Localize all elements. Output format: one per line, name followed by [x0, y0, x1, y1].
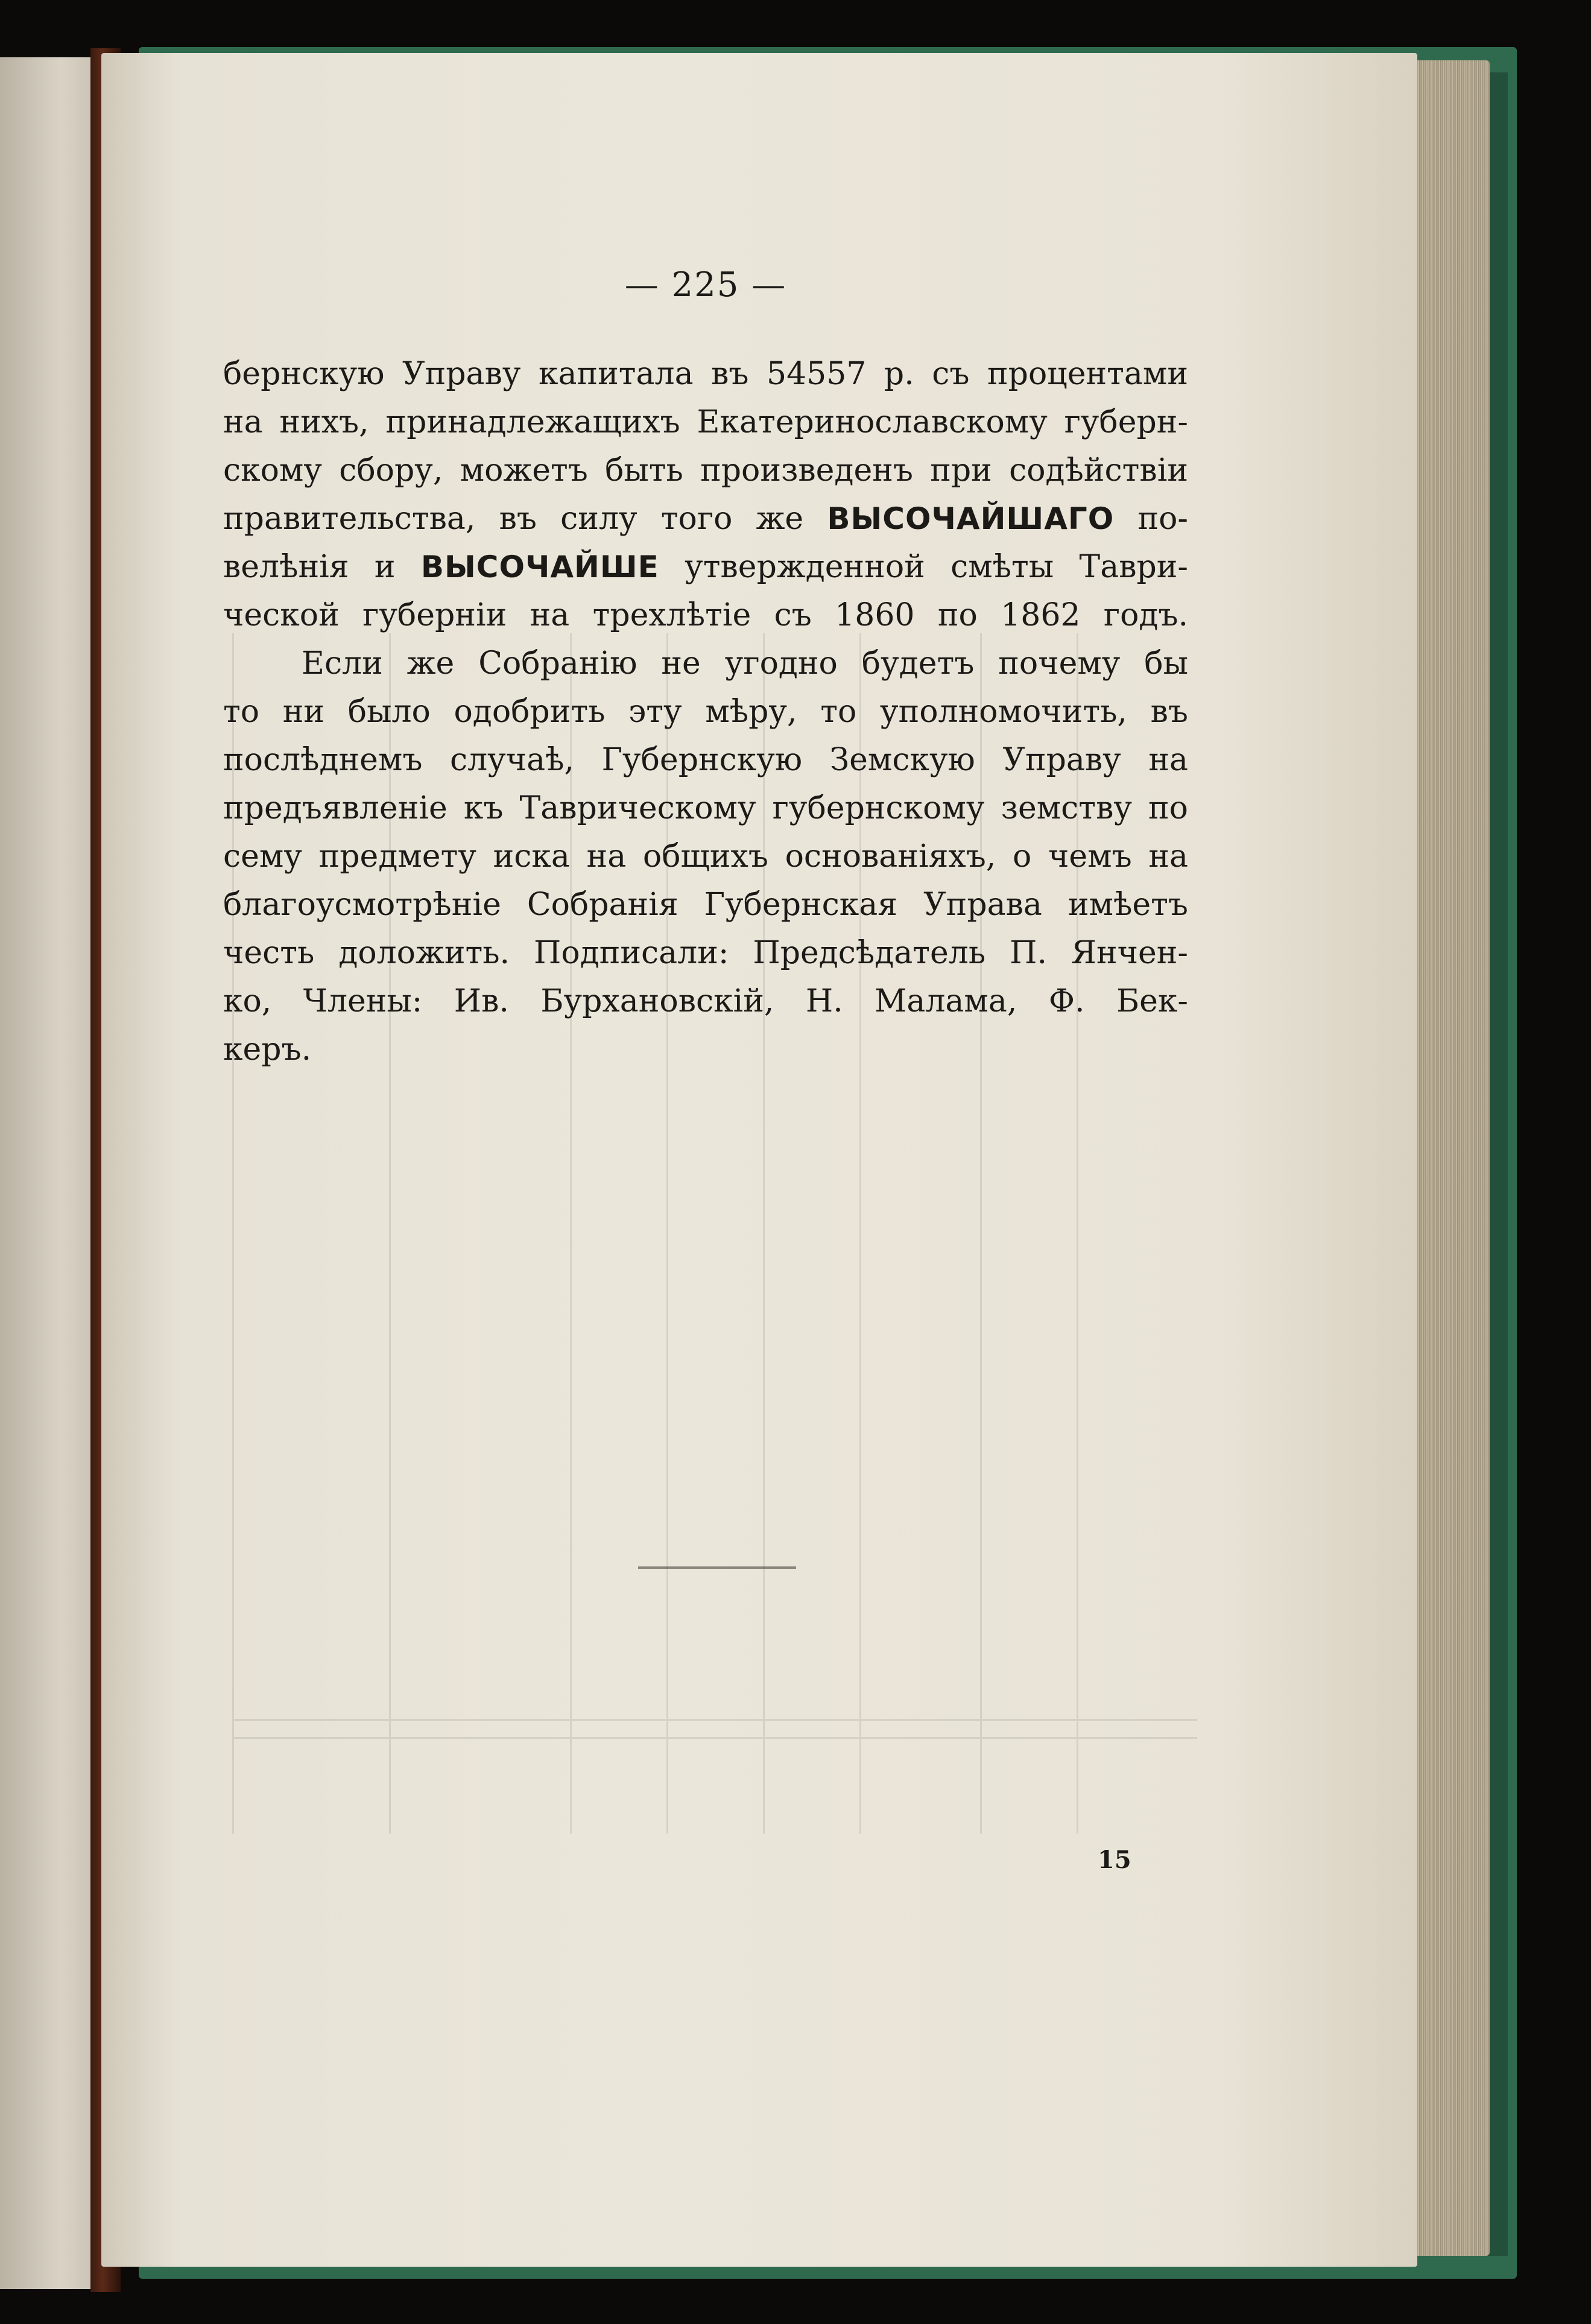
- text-line: правительства, въ силу того же ВЫСОЧАЙШАГО по-: [223, 501, 1188, 537]
- text-line: благоусмотрѣніе Собранія Губернская Управа имѣетъ: [223, 887, 1188, 923]
- page-number: — 225 —: [624, 265, 787, 305]
- text-line: бернскую Управу капитала въ 54557 р. съ процентами: [223, 356, 1188, 392]
- text-line: ко, Члены: Ив. Бурхановскій, Н. Малама, Ф. Бек-: [223, 983, 1188, 1019]
- text-line: ческой губерніи на трехлѣтіе съ 1860 по 1862 годъ.: [223, 597, 1188, 633]
- left-facing-page: [0, 57, 101, 2289]
- text-line: на нихъ, принадлежащихъ Екатеринославскому губерн-: [223, 404, 1188, 440]
- text-line-last: керъ.: [223, 1031, 312, 1068]
- text-line: предъявленіе къ Таврическому губернскому земству по: [223, 790, 1188, 826]
- section-rule: [638, 1566, 796, 1569]
- text-line: то ни было одобрить эту мѣру, то уполномочить, въ: [223, 694, 1188, 730]
- text-line-paragraph-start: Если же Собранію не угодно будетъ почему бы: [302, 645, 1188, 682]
- text-line: сему предмету иска на общихъ основаніяхъ, о чемъ на: [223, 838, 1188, 875]
- text-line: велѣнія и ВЫСОЧАЙШЕ утвержденной смѣты Таври-: [223, 549, 1188, 585]
- text-line: послѣднемъ случаѣ, Губернскую Земскую Управу на: [223, 742, 1188, 778]
- text-line: честь доложить. Подписали: Предсѣдатель П. Янчен-: [223, 935, 1188, 971]
- printer-signature-mark: 15: [1098, 1846, 1131, 1874]
- page-edges: [1411, 60, 1490, 2256]
- text-line: скому сбору, можетъ быть произведенъ при содѣйствіи: [223, 452, 1188, 489]
